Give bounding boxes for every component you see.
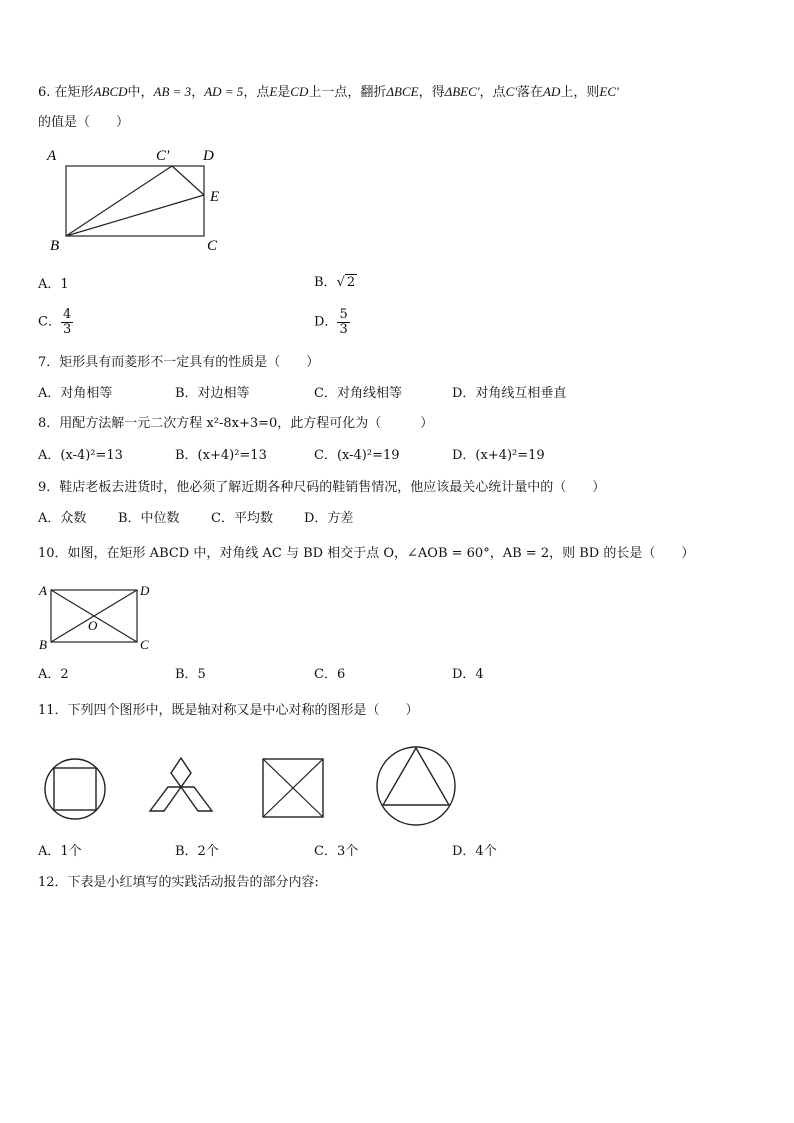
q9-option-b[interactable]: B．中位数: [118, 511, 180, 526]
fraction: $\frac{5}{3}$: [339, 307, 348, 337]
q6-option-c[interactable]: C． $\frac{4}{3}$: [38, 307, 72, 337]
q6-option-d[interactable]: D． $\frac{5}{3}$: [314, 307, 348, 337]
q10-option-b[interactable]: B．5: [175, 667, 206, 682]
q10-stem: 10．如图，在矩形 ABCD 中，对角线 AC 与 BD 相交于点 O，∠AOB = 60°，AB = 2，则 BD 的长是（ ）: [38, 546, 695, 561]
q7-option-b[interactable]: B．对边相等: [175, 386, 250, 401]
q12-stem: 12．下表是小红填写的实践活动报告的部分内容:: [38, 875, 319, 890]
q10-label-b: B: [39, 637, 47, 652]
q7-option-c[interactable]: C．对角线相等: [314, 386, 402, 401]
q10-option-d[interactable]: D．4: [452, 667, 484, 682]
q9-option-c[interactable]: C．平均数: [211, 511, 273, 526]
q10-option-c[interactable]: C．6: [314, 667, 346, 682]
q10-label-d: D: [140, 583, 150, 598]
sqrt-symbol: √ 2: [336, 275, 356, 290]
q6-label-cprime: C': [156, 148, 170, 164]
q10-label-a: A: [39, 583, 47, 598]
q6-option-a[interactable]: A．1: [38, 277, 69, 292]
q10-label-o: O: [88, 618, 98, 633]
q6-stem-line2: 的值是（ ）: [38, 115, 130, 130]
q6-label-a: A: [47, 148, 57, 164]
q8-option-b[interactable]: B．(x+4)²=13: [175, 448, 267, 463]
q6-rectangle-figure: [44, 144, 234, 256]
fraction: $\frac{4}{3}$: [62, 307, 72, 337]
q10-rectangle-figure: [36, 580, 166, 654]
q11-figure-rhombus-tri: [148, 756, 214, 818]
q8-stem: 8．用配方法解一元二次方程 x²-8x+3=0，此方程可化为（ ）: [38, 416, 434, 431]
q8-option-c[interactable]: C．(x-4)²=19: [314, 448, 400, 463]
q11-figure-circle-square: [40, 754, 110, 824]
q8-option-a[interactable]: A．(x-4)²=13: [38, 448, 123, 463]
q11-figure-circle-triangle: [374, 744, 458, 828]
q11-option-b[interactable]: B．2个: [175, 844, 219, 859]
q11-option-d[interactable]: D．4个: [452, 844, 497, 859]
q6-label-e: E: [210, 189, 220, 205]
q6-stem-line1: 6. 在矩形ABCD中，AB = 3，AD = 5，点E是CD上一点，翻折ΔBCE，得ΔBEC'，点C'落在AD上，则EC': [38, 84, 619, 100]
q10-label-c: C: [140, 637, 149, 652]
q11-stem: 11．下列四个图形中，既是轴对称又是中心对称的图形是（ ）: [38, 703, 419, 718]
q9-option-a[interactable]: A．众数: [38, 511, 87, 526]
q8-option-d[interactable]: D．(x+4)²=19: [452, 448, 545, 463]
q11-figure-square-diagonals: [260, 756, 326, 820]
q7-stem: 7．矩形具有而菱形不一定具有的性质是（ ）: [38, 355, 320, 370]
q10-option-a[interactable]: A．2: [38, 667, 69, 682]
q6-label-b: B: [50, 238, 60, 254]
q11-option-a[interactable]: A．1个: [38, 844, 82, 859]
q11-option-c[interactable]: C．3个: [314, 844, 359, 859]
q6-label-c: C: [207, 238, 218, 254]
q7-option-a[interactable]: A．对角相等: [38, 386, 113, 401]
q7-option-d[interactable]: D．对角线互相垂直: [452, 386, 567, 401]
q9-stem: 9．鞋店老板去进货时，他必须了解近期各种尺码的鞋销售情况，他应该最关心统计量中的（ ）: [38, 480, 606, 495]
q6-label-d: D: [203, 148, 214, 164]
q6-option-b[interactable]: B．√ 2: [314, 275, 356, 290]
q9-option-d[interactable]: D．方差: [304, 511, 354, 526]
